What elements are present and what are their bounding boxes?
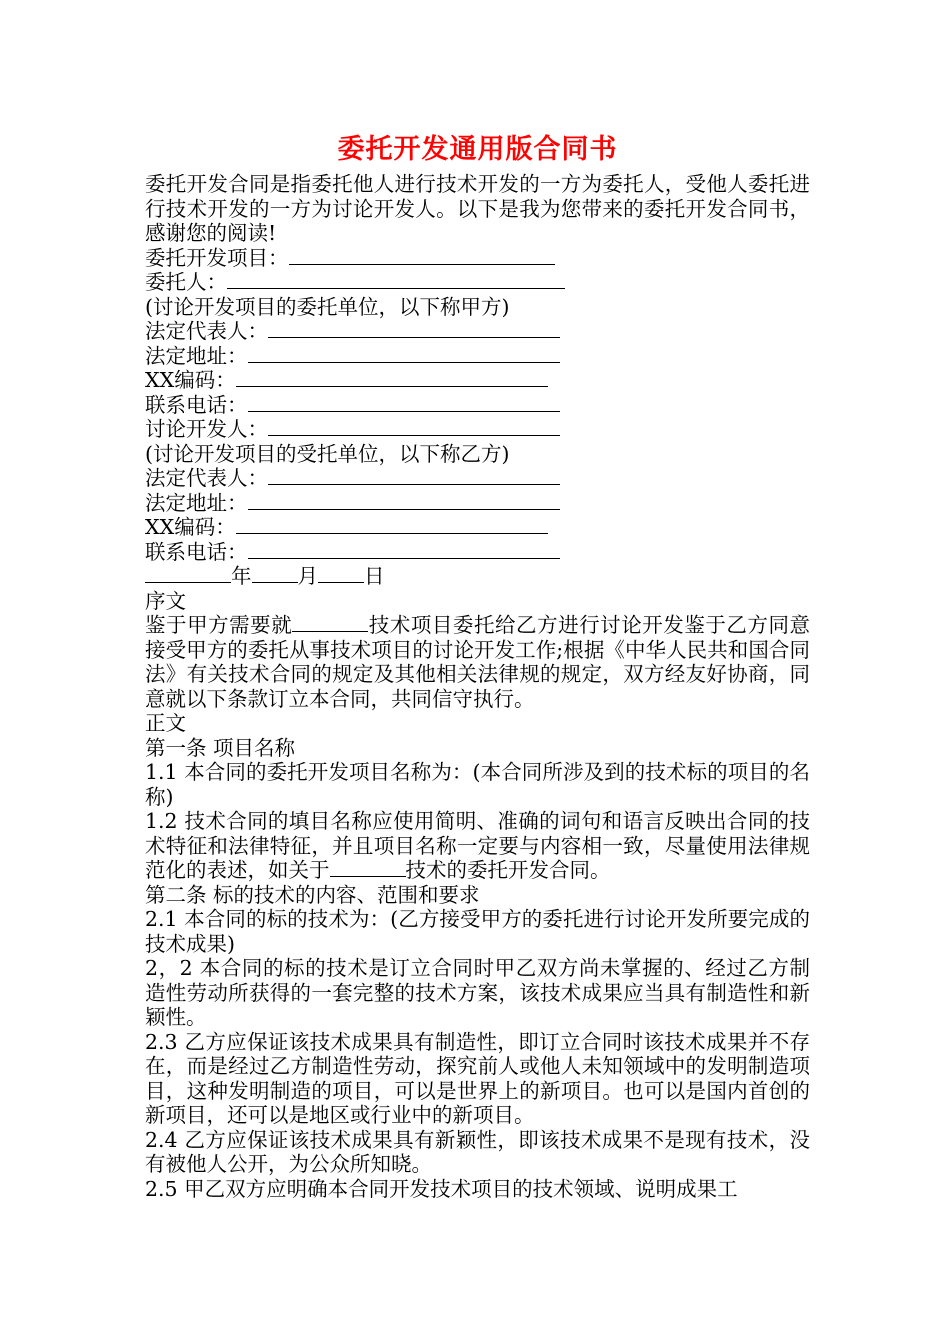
fill-blank — [292, 613, 368, 632]
date-line — [145, 564, 810, 589]
field-client-rep — [145, 319, 810, 344]
clause-1-2 — [145, 809, 810, 883]
preface-text-after: 技术项目委托给乙方进行讨论开发鉴于乙方同意接受甲方的委托从事技术项目的讨论开发工作;根据《中华人民共和国合同法》有关技术合同的规定及其他相关法律规的规定，双方经友好协商，同意就以下条款订立本合同，共同信守执行。 — [145, 613, 810, 711]
clause-1-1: 1.1 本合同的委托开发项目名称为：(本合同所涉及到的技术标的项目的名称) — [145, 760, 810, 809]
fill-blank — [227, 270, 565, 289]
fill-blank — [268, 417, 560, 436]
fill-blank — [268, 319, 560, 338]
fill-blank — [248, 491, 560, 510]
month-label: 月 — [297, 564, 318, 588]
client-note: (讨论开发项目的委托单位，以下称甲方) — [145, 294, 510, 319]
document-page — [145, 128, 810, 1201]
field-developer-code — [145, 515, 810, 540]
fill-blank — [248, 344, 560, 363]
field-label: 法定代表人： — [145, 466, 268, 490]
field-label: 法定地址： — [145, 343, 248, 368]
fill-blank — [330, 858, 406, 877]
year-label: 年 — [231, 564, 252, 588]
clause-2-5: 2.5 甲乙双方应明确本合同开发技术项目的技术领域、说明成果工 — [145, 1176, 738, 1201]
clause-2-1: 2.1 本合同的标的技术为：(乙方接受甲方的委托进行讨论开发所要完成的技术成果) — [145, 907, 810, 956]
field-client-addr — [145, 344, 810, 369]
clause-1-2-before: 1.2 技术合同的填目名称应使用简明、准确的词句和语言反映出合同的技术特征和法律特征，并且项目名称一定要与内容相一致，尽量使用法律规范化的表述，如关于 — [145, 809, 810, 882]
body-heading: 正文 — [145, 711, 186, 735]
field-label: XX编码： — [145, 368, 236, 392]
clause-2-4: 2.4 乙方应保证该技术成果具有新颖性，即该技术成果不是现有技术，没有被他人公开，为公众所知晓。 — [145, 1127, 810, 1176]
field-label: 联系电话： — [145, 392, 248, 417]
intro-paragraph: 委托开发合同是指委托他人进行技术开发的一方为委托人，受他人委托进行技术开发的一方为讨论开发人。以下是我为您带来的委托开发合同书，感谢您的阅读! — [145, 172, 810, 245]
day-label: 日 — [364, 564, 385, 588]
clause-1-2-after: 技术的委托开发合同。 — [405, 858, 611, 882]
preface-heading: 序文 — [145, 588, 186, 613]
fill-blank — [289, 246, 555, 265]
year-blank — [145, 564, 231, 583]
preface-paragraph — [145, 613, 810, 711]
fill-blank — [248, 393, 560, 412]
day-blank — [318, 564, 364, 583]
field-label: 联系电话： — [145, 539, 248, 564]
field-label: 讨论开发人： — [145, 417, 268, 441]
field-label: 法定代表人： — [145, 319, 268, 343]
article-1-title: 第一条 项目名称 — [145, 735, 296, 760]
field-label: 委托人： — [145, 270, 227, 294]
fill-blank — [236, 515, 548, 534]
field-client-phone — [145, 393, 810, 418]
fill-blank — [248, 540, 560, 559]
field-label: XX编码： — [145, 515, 236, 539]
clause-2-3: 2.3 乙方应保证该技术成果具有制造性，即订立合同时该技术成果并不存在，而是经过乙方制造性劳动，探究前人或他人未知领域中的发明制造项目，这种发明制造的项目，可以是世界上的新项目。也可以是国内首创的新项目，还可以是地区或行业中的新项目。 — [145, 1029, 810, 1127]
fill-blank — [268, 466, 560, 485]
field-label: 委托开发项目： — [145, 245, 289, 270]
developer-note: (讨论开发项目的受托单位，以下称乙方) — [145, 441, 510, 466]
fill-blank — [236, 368, 548, 387]
field-client-code — [145, 368, 810, 393]
field-project — [145, 246, 810, 271]
field-developer-addr — [145, 491, 810, 516]
field-developer — [145, 417, 810, 442]
document-title: 委托开发通用版合同书 — [337, 134, 618, 165]
field-label: 法定地址： — [145, 490, 248, 515]
field-client — [145, 270, 810, 295]
clause-2-2: 2，2 本合同的标的技术是订立合同时甲乙双方尚未掌握的、经过乙方制造性劳动所获得的一套完整的技术方案，该技术成果应当具有制造性和新颖性。 — [145, 956, 810, 1029]
field-developer-phone — [145, 540, 810, 565]
month-blank — [252, 564, 298, 583]
field-developer-rep — [145, 466, 810, 491]
preface-text-before: 鉴于甲方需要就 — [145, 613, 293, 637]
article-2-title: 第二条 标的技术的内容、范围和要求 — [145, 882, 480, 907]
